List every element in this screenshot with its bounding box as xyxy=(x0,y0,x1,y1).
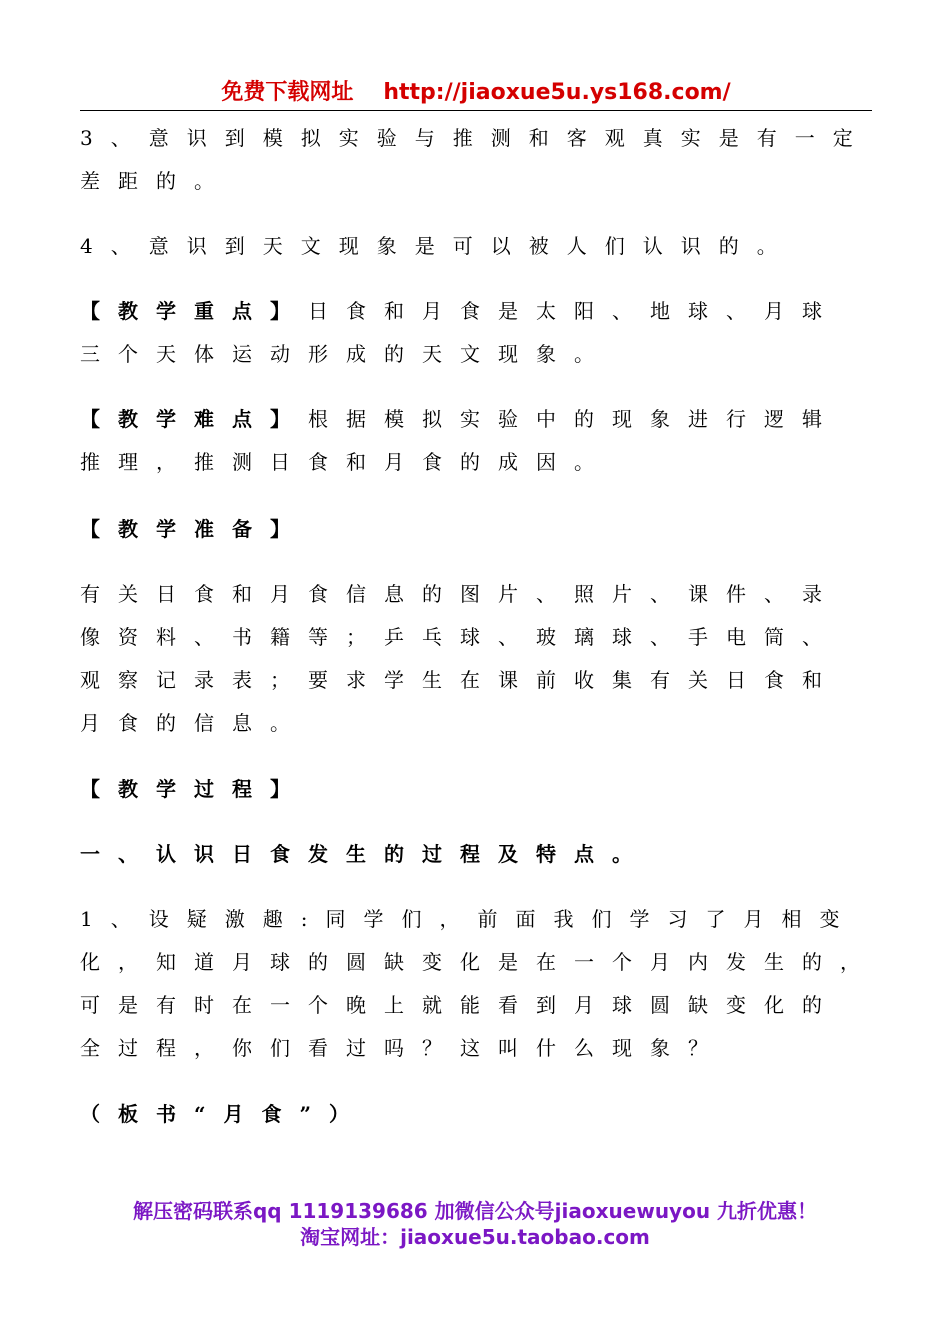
blackboard-note-text: （板书“月食”） xyxy=(80,1102,368,1126)
prep-line-4: 月食的信息。 xyxy=(80,711,308,735)
objective-item-3 xyxy=(80,117,880,203)
footer-taobao-link[interactable]: 淘宝网址：jiaoxue5u.taobao.com xyxy=(300,1225,650,1249)
objective-item-3-line-2: 差距的。 xyxy=(80,169,232,193)
step-1-line-1: 1、设疑激趣:同学们，前面我们学习了月相变 xyxy=(80,907,858,931)
objective-item-3-line-1: 3、意识到模拟实验与推测和客观真实是有一定 xyxy=(80,126,871,150)
objective-item-4 xyxy=(80,225,880,268)
objective-item-4-text: 4、意识到天文现象是可以被人们认识的。 xyxy=(80,234,795,258)
prep-line-1: 有关日食和月食信息的图片、照片、课件、录 xyxy=(80,582,840,606)
download-label: 免费下载网址 xyxy=(221,80,354,105)
process-heading xyxy=(80,768,880,811)
prep-line-2: 像资料、书籍等；乒乓球、玻璃球、手电筒、 xyxy=(80,625,840,649)
difficulty-line-1: 根据模拟实验中的现象进行逻辑 xyxy=(308,407,840,431)
step-1-line-4: 全过程，你们看过吗？这叫什么现象？ xyxy=(80,1036,726,1060)
key-point-label: 【教学重点】 xyxy=(80,299,308,323)
prep-line-3: 观察记录表；要求学生在课前收集有关日食和 xyxy=(80,668,840,692)
key-point-section xyxy=(80,290,880,376)
step-1 xyxy=(80,898,880,1070)
section-1-heading-text: 一、认识日食发生的过程及特点。 xyxy=(80,842,650,866)
key-point-line-2: 三个天体运动形成的天文现象。 xyxy=(80,342,612,366)
footer-contact-line: 解压密码联系qq 1119139686 加微信公众号jiaoxuewuyou 九折优惠！ xyxy=(132,1199,818,1223)
download-url-link[interactable]: http://jiaoxue5u.ys168.com/ xyxy=(383,80,731,105)
process-label: 【教学过程】 xyxy=(80,777,308,801)
section-1-heading xyxy=(80,833,880,876)
step-1-line-2: 化，知道月球的圆缺变化是在一个月内发生的， xyxy=(80,950,878,974)
difficulty-section xyxy=(80,398,880,484)
prep-section xyxy=(80,573,880,745)
page-header xyxy=(80,78,872,111)
prep-heading xyxy=(80,508,880,551)
difficulty-line-2: 推理，推测日食和月食的成因。 xyxy=(80,450,612,474)
key-point-line-1: 日食和月食是太阳、地球、月球 xyxy=(308,299,840,323)
prep-label: 【教学准备】 xyxy=(80,517,308,541)
blackboard-note xyxy=(80,1093,880,1136)
difficulty-label: 【教学难点】 xyxy=(80,407,308,431)
step-1-line-3: 可是有时在一个晚上就能看到月球圆缺变化的 xyxy=(80,993,840,1017)
